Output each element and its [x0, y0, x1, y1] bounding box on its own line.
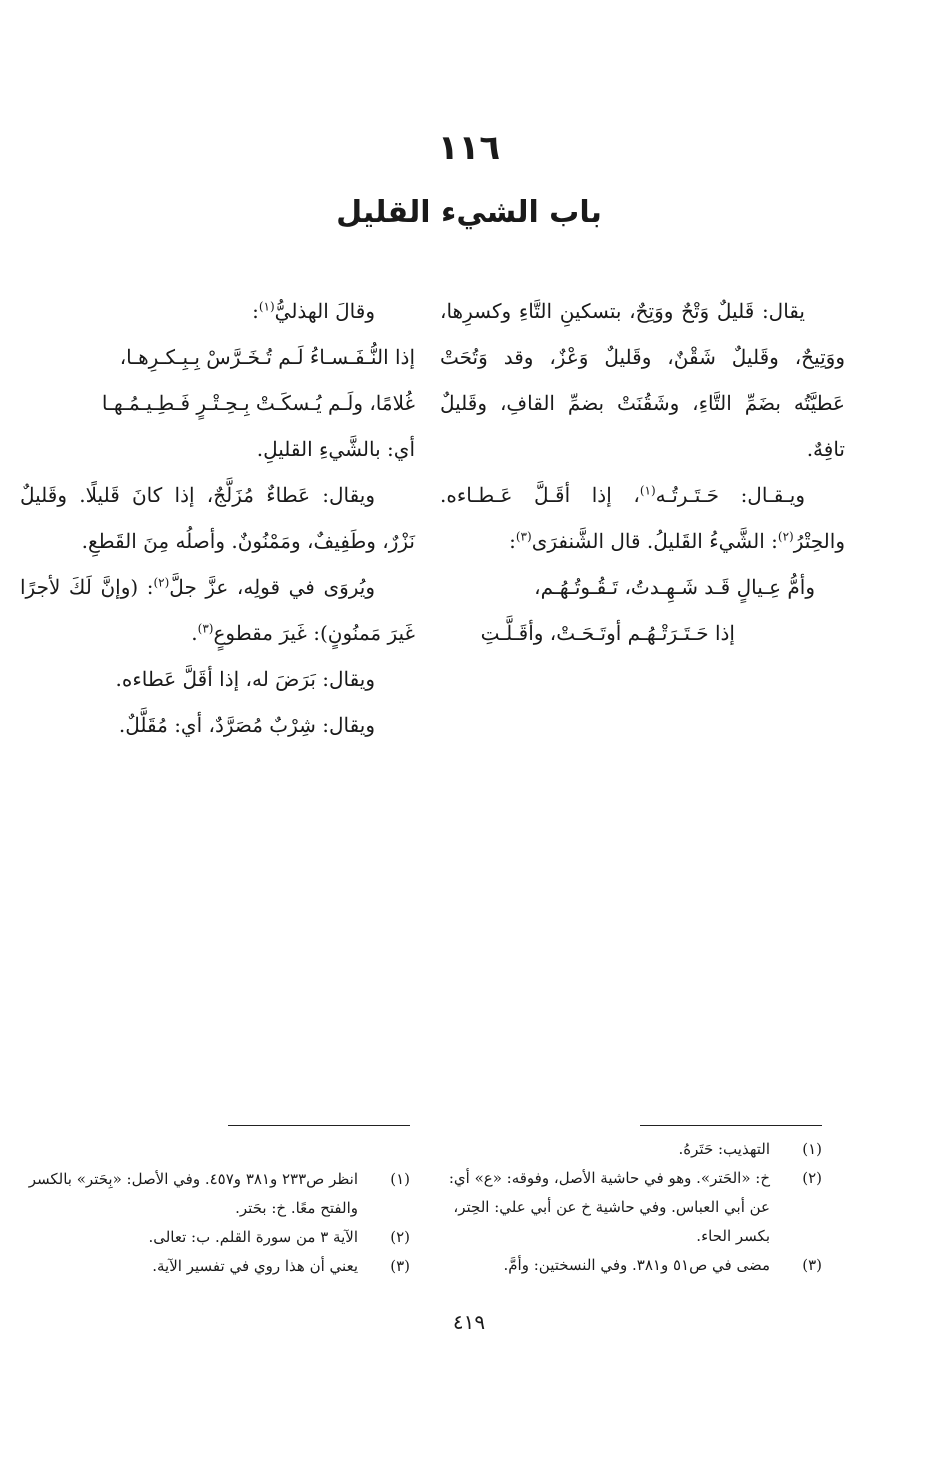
footnote-ref: (٢) — [153, 575, 170, 590]
footnote-text: خ: «الحَتر». وهو في حاشية الأصل، وفوقه: «ع» أي: عن أبي العباس. وفي حاشية خ عن أبي علي: الحِتر، بكسر الحاء. — [448, 1169, 770, 1245]
right-column — [440, 288, 845, 656]
paragraph — [20, 288, 415, 334]
left-column — [20, 288, 415, 748]
text: : — [252, 299, 259, 323]
footnote — [18, 1165, 410, 1223]
footnote-ref: (٣) — [515, 529, 532, 544]
text: ويُروَى في قولِه، عزَّ جلَّ — [169, 575, 376, 599]
footnote — [440, 1135, 822, 1164]
page-number: ٤١٩ — [452, 1310, 486, 1334]
paragraph: ويقال: شِرْبٌ مُصَرَّدٌ، أي: مُقَلَّلٌ. — [118, 713, 375, 737]
footnote-divider — [228, 1125, 410, 1126]
text: : (وإنَّ لَكَ لأجرًا غَيرَ مَمنُونٍ): غَيرَ مقطوعٍ — [20, 575, 415, 645]
footnote-number: (١) — [390, 1170, 410, 1188]
footnote-ref: (١) — [639, 483, 656, 498]
paragraph — [20, 564, 415, 656]
footnote-number: (٢) — [390, 1228, 410, 1246]
paragraph: يقال: قَليلٌ وَتْحٌ ووَتِحٌ، بتسكينِ التَّاءِ وكسرِها، ووَتِيحٌ، وقَليلٌ شَقْنٌ، وقَليلٌ وَعْزٌ، وقد وَتُحَتْ عَطيَّتُه بضَمِّ التَّاءِ، وشَقُنَتْ بضمِّ القافِ، وقَليلٌ تافِهٌ. — [440, 299, 845, 461]
footnote — [18, 1223, 410, 1252]
chapter-title: باب الشيء القليل — [336, 195, 602, 230]
footnotes-left — [18, 1165, 410, 1281]
footnote-divider — [640, 1125, 822, 1126]
footnote — [18, 1252, 410, 1281]
footnote — [440, 1251, 822, 1280]
verse-line: إذا النُّـفَـسـاءُ لَـم تُـخَـرَّسْ بِـبِـكـرِهـا، — [119, 345, 415, 369]
text: : — [509, 529, 516, 553]
footnote-text: يعني أن هذا روي في تفسير الآية. — [152, 1257, 358, 1275]
footnote-number: (٢) — [802, 1169, 822, 1187]
text: . — [191, 621, 198, 645]
chapter-number: ١١٦ — [437, 128, 501, 168]
paragraph: ويقال: عَطاءٌ مُزَلَّجٌ، إذا كانَ قَليلًا. وقَليلٌ نَزْرٌ، وطَفِيفٌ، ومَمْنُونٌ. وأصلُه مِنَ القَطعِ. — [20, 483, 415, 553]
footnote-text: الآية ٣ من سورة القلم. ب: تعالى. — [148, 1228, 358, 1246]
text: وقالَ الهذليُّ — [274, 299, 375, 323]
verse-line: إذا حَـتَـرَتْـهُـم أوتَـحَـتْ، وأقَـلَّـتِ — [480, 621, 735, 645]
footnote-text: مضى في ص٥١ و٣٨١. وفي النسختين: وأمَّ. — [503, 1256, 770, 1274]
footnote-ref: (٣) — [197, 621, 214, 636]
footnote-ref: (١) — [258, 299, 275, 314]
footnotes-right — [440, 1135, 822, 1280]
paragraph — [440, 472, 845, 564]
verse-line: غُلامًا، ولَـم يُـسكَـتْ بِـحِـتْـرٍ فَـطِـيـمُـهـا — [101, 391, 415, 415]
text: ، إذا أقَـلَّ عَـطـاءه. والحِتْرُ — [440, 483, 845, 553]
footnote-ref: (٢) — [777, 529, 794, 544]
gloss: أي: بالشَّيءِ القليلِ. — [256, 437, 415, 461]
verse-line: وأمُّ عِـيالٍ قَـد شَـهِـدتُ، تَـقُـوتُـهُـم، — [534, 575, 815, 599]
footnote-number: (١) — [802, 1140, 822, 1158]
footnote-number: (٣) — [390, 1257, 410, 1275]
text: : الشَّيءُ القَليلُ. قال الشَّنفرَى — [531, 529, 778, 553]
text: ويـقـال: حَـتَـرتُـه — [655, 483, 805, 507]
footnote — [440, 1164, 822, 1251]
paragraph: ويقال: بَرَضَ له، إذا أقَلَّ عَطاءه. — [115, 667, 375, 691]
footnote-number: (٣) — [802, 1256, 822, 1274]
footnote-text: التهذيب: حَتَرهُ. — [678, 1140, 770, 1158]
footnote-text: انظر ص٢٣٣ و٣٨١ و٤٥٧. وفي الأصل: «بِحَتر» بالكسر والفتح معًا. خ: بحَتر. — [28, 1170, 358, 1217]
